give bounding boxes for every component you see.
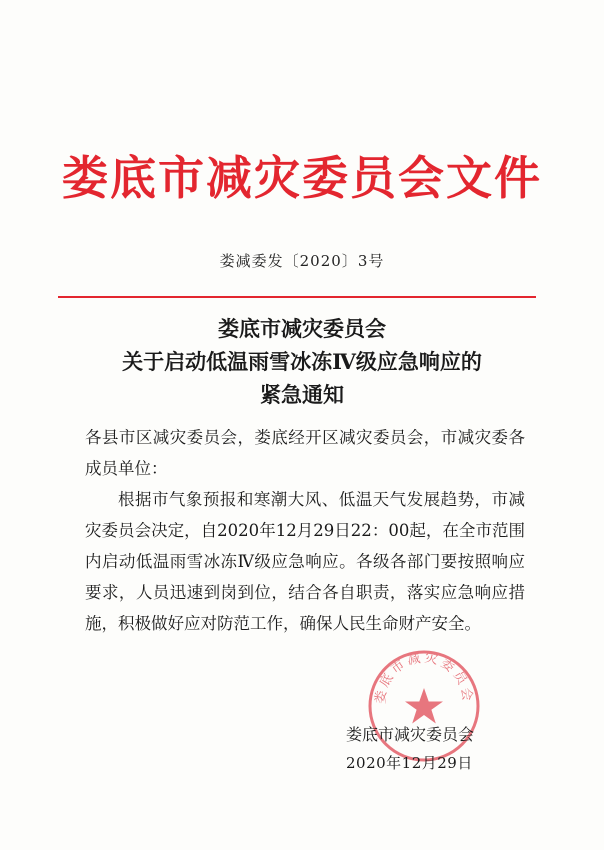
signature-date: 2020年12月29日 — [346, 754, 473, 772]
signature-org: 娄底市减灾委员会 — [346, 725, 475, 744]
seal-text: 娄底市减灾委员会 — [373, 650, 475, 705]
document-number: 娄减委发〔2020〕3号 — [219, 252, 385, 270]
addressee: 各县市区减灾委员会，娄底经开区减灾委员会，市减灾委各成员单位： — [85, 428, 525, 478]
body-paragraph: 根据市气象预报和寒潮大风、低温天气发展趋势，市减灾委员会决定，自2020年12月29日22：00起，在全市范围内启动低温雨雪冰冻Ⅳ级应急响应。各级各部门要按照响应要求，人员迅速到岗到位，结合各自职责，落实应急响应措施，积极做好应对防范工作，确保人民生命财产安全。 — [85, 490, 525, 633]
title-line-3: 紧急通知 — [260, 382, 344, 407]
official-seal — [366, 648, 482, 764]
notice-title — [0, 312, 604, 411]
title-line-2: 关于启动低温雨雪冰冻Ⅳ级应急响应的 — [122, 349, 482, 374]
seal-star-icon — [405, 688, 443, 724]
title-line-1: 娄底市减灾委员会 — [218, 316, 386, 341]
issuer-header: 娄底市减灾委员会文件 — [62, 151, 542, 205]
red-divider-line — [58, 296, 536, 298]
